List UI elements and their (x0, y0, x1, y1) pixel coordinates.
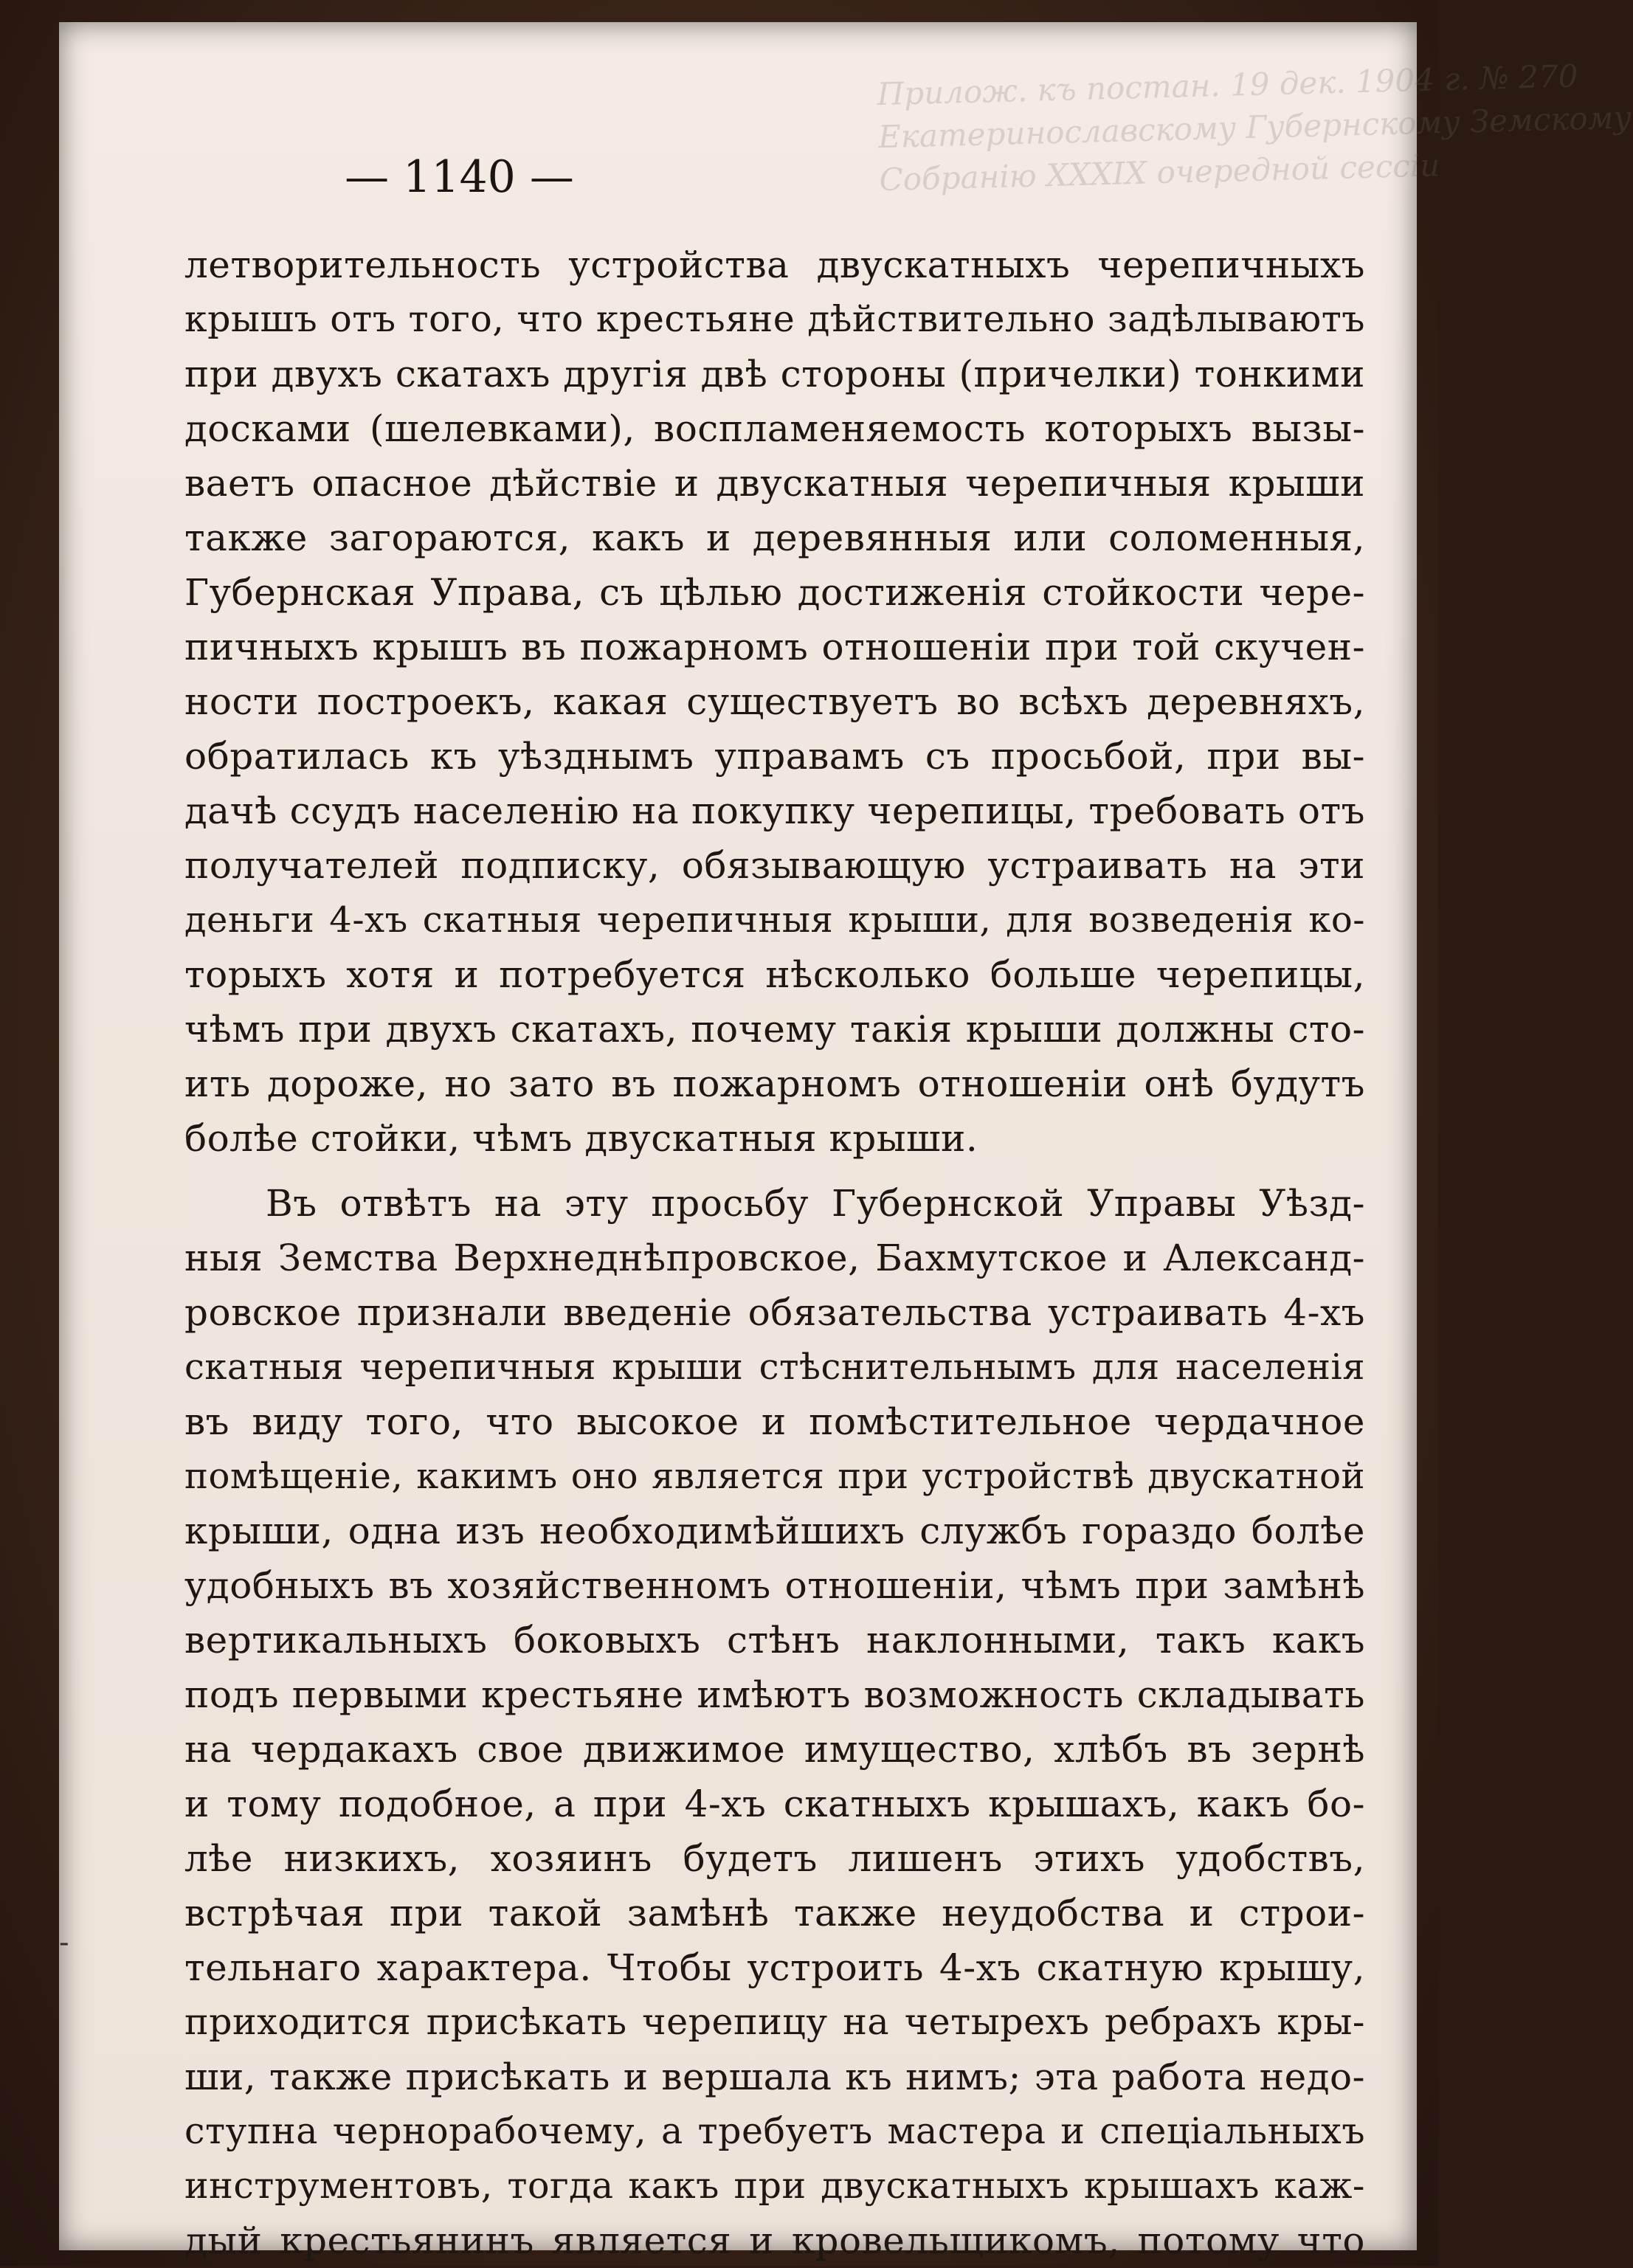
text-line: ить дороже, но зато въ пожарномъ отношеніи онѣ будутъ (184, 1062, 1365, 1105)
page-number: — 1140 — (345, 151, 574, 203)
text-line: ровское признали введеніе обязательства устраивать 4-хъ (184, 1291, 1365, 1334)
margin-dash-mark: - (59, 1926, 69, 1960)
body-text (184, 238, 1365, 2268)
text-line: болѣе стойки, чѣмъ двускатныя крыши. (184, 1117, 978, 1160)
text-line: на чердакахъ свое движимое имущество, хлѣбъ въ зернѣ (184, 1728, 1365, 1771)
text-line: подъ первыми крестьяне имѣютъ возможность складывать (184, 1673, 1365, 1716)
document-page (59, 22, 1632, 2262)
bleed-through-header (876, 58, 1632, 201)
text-line: въ виду того, что высокое и помѣстительное чердачное (184, 1400, 1365, 1443)
text-line: получателей подписку, обязывающую устраивать на эти (184, 844, 1365, 887)
text-line: также загораются, какъ и деревянныя или соломенныя, (184, 516, 1365, 559)
text-line: тельнаго характера. Чтобы устроить 4-хъ скатную крышу, (184, 1946, 1365, 1989)
text-line: помѣщеніе, какимъ оно является при устройствѣ двускатной (184, 1456, 1365, 1497)
text-line: пичныхъ крышъ въ пожарномъ отношеніи при той скучен- (184, 626, 1365, 668)
text-line: и тому подобное, а при 4-хъ скатныхъ крышахъ, какъ бо- (184, 1783, 1365, 1825)
text-line: дый крестьянинъ является и кровельщикомъ, потому что (184, 2219, 1365, 2262)
text-line: ности построекъ, какая существуетъ во всѣхъ деревняхъ, (184, 680, 1365, 723)
text-line: чѣмъ при двухъ скатахъ, почему такія крыши должны сто- (184, 1008, 1365, 1051)
paragraph (184, 238, 1365, 1166)
text-line: ступна чернорабочему, а требуетъ мастера и спеціальныхъ (184, 2110, 1365, 2152)
text-line: досками (шелевками), воспламеняемость которыхъ вызы- (184, 407, 1365, 450)
bleed-through-line: Екатеринославскому Губернскому Земскому (877, 99, 1632, 156)
text-line: удобныхъ въ хозяйственномъ отношеніи, чѣмъ при замѣнѣ (184, 1564, 1365, 1607)
text-line: лѣе низкихъ, хозяинъ будетъ лишенъ этихъ удобствъ, (184, 1837, 1365, 1880)
text-line: вертикальныхъ боковыхъ стѣнъ наклонными, такъ какъ (184, 1619, 1365, 1662)
text-line: деньги 4-хъ скатныя черепичныя крыши, для возведенія ко- (184, 899, 1365, 941)
text-line: летворительность устройства двускатныхъ черепичныхъ (184, 243, 1365, 286)
text-line: встрѣчая при такой замѣнѣ также неудобства и строи- (184, 1892, 1365, 1935)
text-line: дачѣ ссудъ населенію на покупку черепицы, требовать отъ (184, 789, 1365, 832)
text-line: Въ отвѣтъ на эту просьбу Губернской Управы Уѣзд- (266, 1182, 1365, 1225)
text-line: ваетъ опасное дѣйствіе и двускатныя черепичныя крыши (184, 462, 1365, 505)
text-line: крыши, одна изъ необходимѣйшихъ службъ гораздо болѣе (184, 1510, 1365, 1552)
text-line: торыхъ хотя и потребуется нѣсколько больше черепицы, (184, 953, 1365, 996)
text-line: инструментовъ, тогда какъ при двускатныхъ крышахъ каж- (184, 2165, 1365, 2207)
text-line: приходится присѣкать черепицу на четырехъ ребрахъ кры- (184, 2001, 1365, 2043)
bleed-through-line: Собранію XXXIX очередной сессіи (878, 147, 1440, 198)
text-line: ши, также присѣкать и вершала къ нимъ; эта работа недо- (184, 2056, 1365, 2098)
paragraph (184, 1176, 1365, 2268)
bleed-through-line: Прилож. къ постан. 19 дек. 1904 г. № 270 (876, 58, 1578, 113)
text-line: Губернская Управа, съ цѣлью достиженія стойкости чере- (184, 571, 1365, 614)
text-line: ныя Земства Верхнеднѣпровское, Бахмутское и Александ- (184, 1237, 1365, 1279)
text-line: скатныя черепичныя крыши стѣснительнымъ для населенія (184, 1346, 1365, 1388)
text-line: крышъ отъ того, что крестьяне дѣйствительно задѣлываютъ (184, 298, 1365, 340)
text-line: при двухъ скатахъ другія двѣ стороны (причелки) тонкими (184, 353, 1365, 395)
text-line: обратилась къ уѣзднымъ управамъ съ просьбой, при вы- (184, 735, 1365, 778)
